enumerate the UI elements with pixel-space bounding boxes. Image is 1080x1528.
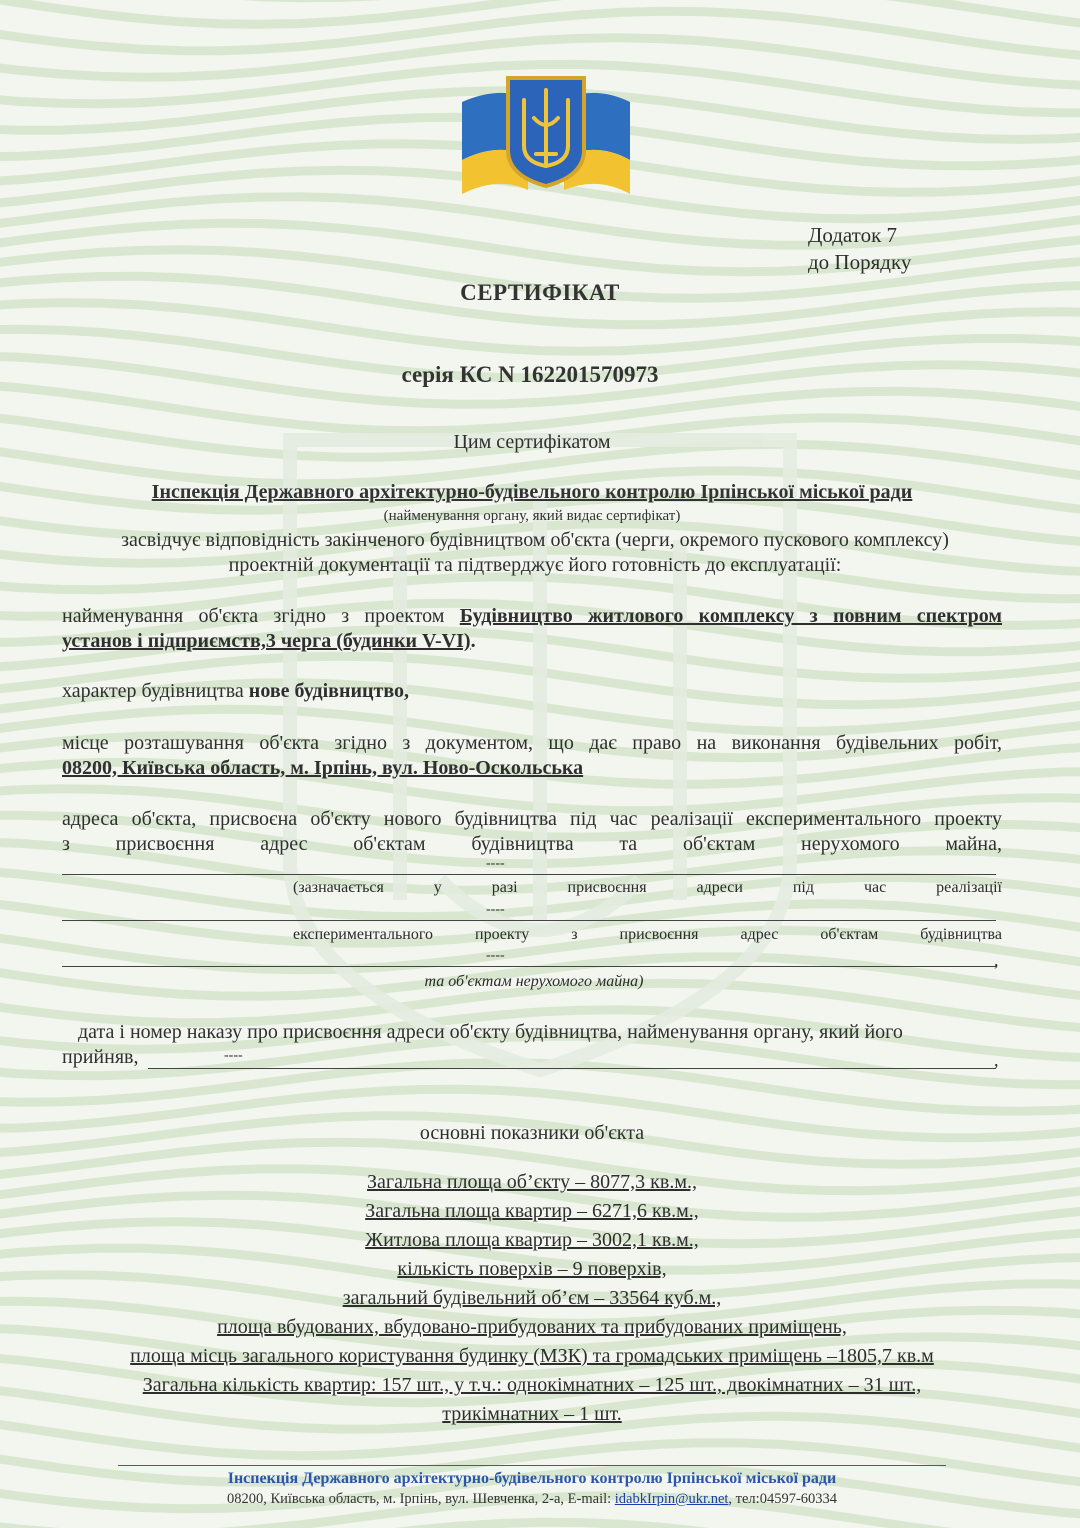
address-rule-3	[62, 966, 996, 967]
location-value: 08200, Київська область, м. Ірпінь, вул. Ново-Оскольська	[62, 757, 584, 779]
construction-type-trail: ,	[404, 680, 410, 702]
address-comma: ,	[994, 950, 999, 970]
footer-phone: , тел:04597-60334	[728, 1491, 838, 1507]
object-name-value-2: установ і підприємств,3 черга (будинки V-VI)	[62, 630, 471, 652]
object-name-line-1	[62, 604, 1002, 629]
certifies-line-1: засвідчує відповідність закінченого будівництвом об'єкта (черги, окремого пускового комплексу)	[121, 529, 949, 551]
object-name-line-2	[62, 629, 1002, 654]
address-rule-2	[62, 920, 996, 921]
annex-reference	[808, 222, 911, 276]
address-dash-1: ----	[486, 856, 505, 871]
address-note-3: та об'єктам нерухомого майна)	[424, 973, 644, 990]
order-rule	[148, 1068, 996, 1069]
footer-email-link[interactable]: idabkIrpin@ukr.net	[614, 1491, 729, 1507]
annex-line-2: до Порядку	[808, 250, 912, 274]
indicator-item: Загальна кількість квартир: 157 шт., у т.ч.: однокімнатних – 125 шт., двокімнатних – 31 шт.,	[142, 1374, 922, 1396]
indicator-item: Житлова площа квартир – 3002,1 кв.м.,	[365, 1229, 699, 1251]
order-dash: ----	[224, 1048, 243, 1063]
certificate-series: серія КС N 162201570973	[401, 362, 659, 387]
address-dash-2: ----	[486, 902, 505, 917]
footer-divider	[118, 1465, 946, 1466]
construction-type	[62, 679, 1002, 704]
issuer-caption: (найменування органу, який видає сертифікат)	[383, 508, 681, 524]
footer-contacts	[0, 1491, 1064, 1508]
address-note-1: (зазначається у разі присвоєння адреси під час реалізації	[293, 879, 1002, 896]
document-title: СЕРТИФІКАТ	[460, 280, 620, 305]
address-line-2: з присвоєння адрес об'єктам будівництва та об'єктам нерухомого майна,	[62, 833, 1002, 855]
footer-organization: Інспекція Державного архітектурно-будівельного контролю Ірпінської міської ради	[227, 1470, 837, 1487]
issuer-name: Інспекція Державного архітектурно-будівельного контролю Ірпінської міської ради	[151, 481, 913, 503]
object-name-trail: .	[470, 630, 476, 652]
order-comma: ,	[994, 1050, 999, 1070]
indicator-item: Загальна площа квартир – 6271,6 кв.м.,	[365, 1200, 699, 1222]
construction-type-label: характер будівництва	[62, 680, 244, 702]
order-line-1: дата і номер наказу про присвоєння адреси об'єкту будівництва, найменування органу, який його	[78, 1021, 903, 1043]
indicator-item: площа вбудованих, вбудовано-прибудованих та прибудованих приміщень,	[217, 1316, 847, 1338]
address-line-1: адреса об'єкта, присвоєна об'єкту нового будівництва під час реалізації експериментального проекту	[62, 808, 1002, 830]
indicators-list	[0, 1168, 1064, 1429]
object-name-label: найменування об'єкта згідно з проектом	[62, 605, 445, 627]
ukraine-coat-of-arms-icon	[458, 72, 634, 200]
indicator-item: площа місць загального користування будинку (МЗК) та громадських приміщень –1805,7 кв.м	[130, 1345, 934, 1367]
address-rule-1	[62, 874, 996, 875]
indicator-item: Загальна площа об’єкту – 8077,3 кв.м.,	[367, 1171, 697, 1193]
address-note-2: експериментального проекту з присвоєння адрес об'єктам будівництва	[293, 926, 1002, 943]
indicators-heading: основні показники об'єкта	[419, 1122, 645, 1144]
object-name-value-1: Будівництво житлового комплексу з повним спектром	[459, 605, 1002, 627]
footer-address: 08200, Київська область, м. Ірпінь, вул. Шевченка, 2-а, E-mail:	[226, 1491, 612, 1507]
certifies-line-2: проектній документації та підтверджує його готовність до експлуатації:	[228, 554, 842, 576]
indicator-item: трикімнатних – 1 шт.	[442, 1403, 622, 1425]
address-dash-3: ----	[486, 948, 505, 963]
annex-line-1: Додаток 7	[808, 223, 898, 247]
order-line-2: прийняв,	[62, 1046, 139, 1068]
intro-text: Цим сертифікатом	[453, 431, 611, 453]
indicator-item: загальний будівельний об’єм – 33564 куб.м.,	[342, 1287, 722, 1309]
construction-type-value: нове будівництво	[248, 680, 405, 702]
location-label: місце розташування об'єкта згідно з документом, що дає право на виконання будівельних робіт,	[62, 732, 1002, 754]
indicator-item: кількість поверхів – 9 поверхів,	[397, 1258, 667, 1280]
